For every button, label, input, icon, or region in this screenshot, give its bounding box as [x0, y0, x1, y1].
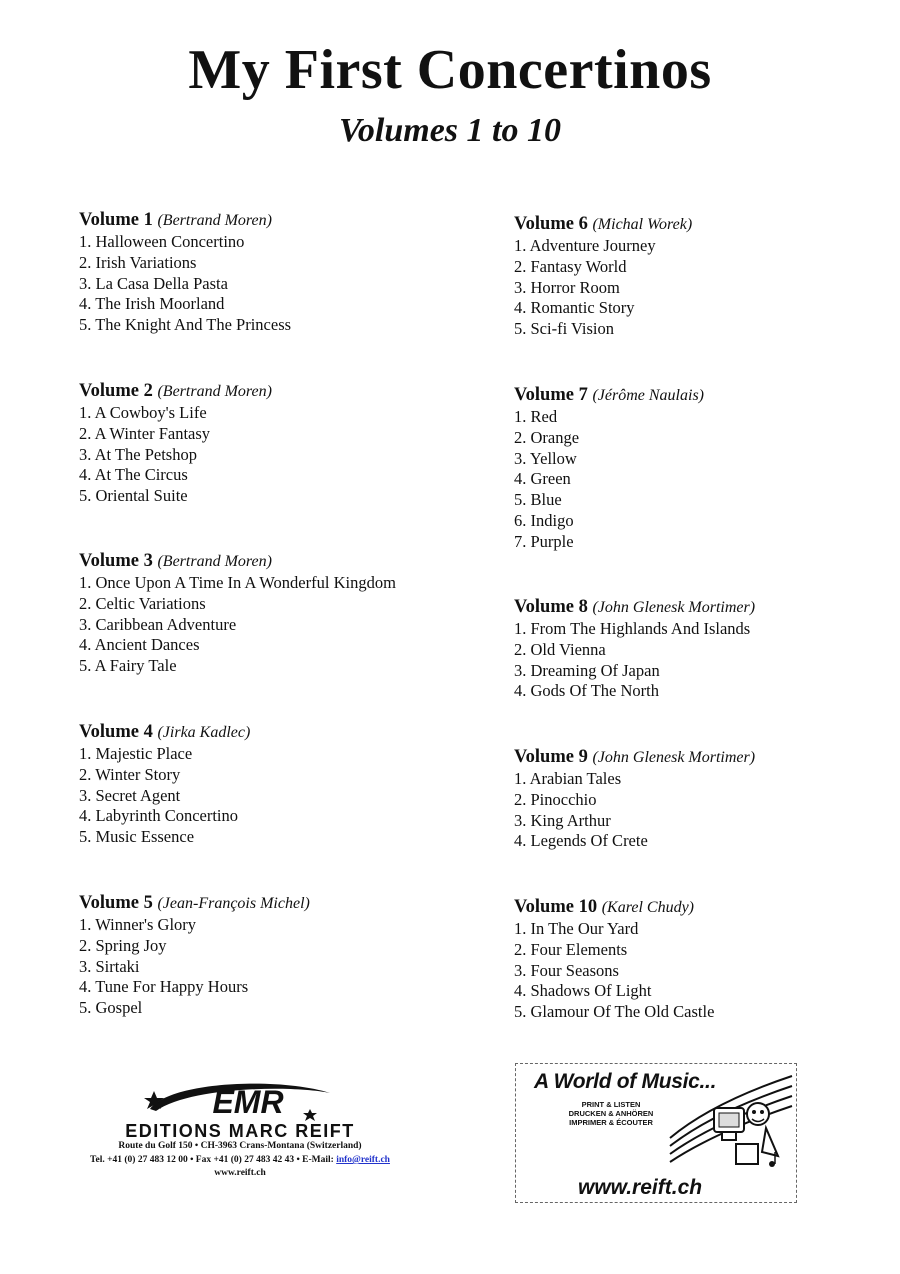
volume-heading [79, 550, 489, 573]
volume-block [79, 209, 489, 336]
track-item: 2. Old Vienna [514, 639, 606, 659]
track-item: 2. Celtic Variations [79, 593, 206, 613]
track-item: 4. Tune For Happy Hours [79, 977, 249, 997]
promo-website[interactable]: www.reift.ch [578, 1176, 703, 1199]
volume-block [79, 380, 489, 507]
track-item: 4. Green [514, 469, 571, 489]
track-item: 1. Majestic Place [79, 744, 193, 763]
promo-lines [546, 1100, 676, 1127]
contact-numbers: Tel. +41 (0) 27 483 12 00 • Fax +41 (0) 27 483 42 43 • E-Mail: [90, 1155, 337, 1165]
track-item: 5. Gospel [79, 998, 143, 1018]
track-item: 4. Romantic Story [514, 298, 635, 318]
track-item: 5. Glamour Of The Old Castle [514, 1002, 715, 1022]
track-item: 1. Adventure Journey [514, 236, 656, 255]
track-item: 2. Four Elements [514, 939, 628, 959]
volume-block [514, 384, 900, 553]
volume-author: (John Glenesk Mortimer) [592, 749, 756, 766]
publisher-address: Route du Golf 150 • CH-3963 Crans-Montana (Switzerland) [118, 1141, 362, 1151]
track-item: 2. Orange [514, 427, 580, 447]
track-item: 1. From The Highlands And Islands [514, 619, 751, 638]
volume-author: (Jirka Kadlec) [157, 724, 251, 741]
track-item: 4. Gods Of The North [514, 681, 659, 701]
track-item: 4. Shadows Of Light [514, 981, 652, 1001]
volume-heading [514, 746, 900, 769]
track-item: 5. Blue [514, 490, 562, 510]
track-item: 1. Once Upon A Time In A Wonderful Kingdom [79, 573, 396, 592]
page-title: My First Concertinos [188, 39, 712, 101]
track-item: 1. Red [514, 407, 558, 426]
volume-author: (Karel Chudy) [601, 899, 694, 916]
track-item: 3. Secret Agent [79, 785, 181, 805]
volume-name: Volume 8 [514, 597, 588, 617]
volume-author: (Bertrand Moren) [157, 383, 272, 400]
track-item: 2. Spring Joy [79, 935, 167, 955]
emr-logo [130, 1075, 340, 1125]
volume-author: (Michal Worek) [592, 216, 693, 233]
volume-heading [79, 209, 489, 232]
volume-author: (Jean-François Michel) [157, 895, 310, 912]
promo-title: A World of Music... [534, 1070, 717, 1093]
publisher-block [30, 1075, 450, 1185]
volume-name: Volume 5 [79, 893, 153, 913]
volume-author: (John Glenesk Mortimer) [592, 599, 756, 616]
track-item: 3. Yellow [514, 448, 577, 468]
track-item: 7. Purple [514, 531, 574, 551]
publisher-website[interactable]: www.reift.ch [214, 1168, 266, 1178]
volume-block [514, 213, 900, 340]
track-item: 4. Ancient Dances [79, 635, 200, 655]
cartoon-computer-icon [666, 1068, 794, 1178]
volume-author: (Jérôme Naulais) [592, 387, 704, 404]
track-item: 1. A Cowboy's Life [79, 403, 207, 422]
volume-name: Volume 6 [514, 214, 588, 234]
promo-line: PRINT & LISTEN [581, 1100, 641, 1109]
volume-block [514, 896, 900, 1023]
volume-name: Volume 4 [79, 722, 153, 742]
track-item: 5. Music Essence [79, 827, 195, 847]
track-item: 3. King Arthur [514, 810, 611, 830]
volume-name: Volume 9 [514, 747, 588, 767]
track-item: 2. Irish Variations [79, 252, 197, 272]
track-item: 4. Labyrinth Concertino [79, 806, 239, 826]
track-item: 3. Four Seasons [514, 960, 619, 980]
volume-name: Volume 10 [514, 897, 598, 917]
track-item: 4. Legends Of Crete [514, 831, 648, 851]
track-item: 3. Horror Room [514, 277, 620, 297]
volume-name: Volume 7 [514, 385, 588, 405]
track-item: 5. Sci-fi Vision [514, 319, 614, 339]
track-item: 3. Sirtaki [79, 956, 140, 976]
track-item: 1. In The Our Yard [514, 919, 639, 938]
volume-block [514, 746, 900, 852]
track-item: 4. The Irish Moorland [79, 294, 225, 314]
volume-heading [514, 213, 900, 236]
track-item: 3. At The Petshop [79, 444, 197, 464]
track-item: 1. Halloween Concertino [79, 232, 245, 251]
volume-block [79, 892, 489, 1019]
publisher-name: EDITIONS MARC REIFT [125, 1121, 355, 1141]
volume-heading [514, 896, 900, 919]
track-item: 3. La Casa Della Pasta [79, 273, 228, 293]
volume-heading [79, 380, 489, 403]
track-item: 5. Oriental Suite [79, 486, 188, 506]
volume-author: (Bertrand Moren) [157, 212, 272, 229]
track-item: 2. Fantasy World [514, 256, 627, 276]
track-item: 4. At The Circus [79, 465, 188, 485]
volume-heading [514, 596, 900, 619]
track-item: 2. A Winter Fantasy [79, 423, 211, 443]
world-of-music-box [515, 1063, 797, 1203]
email-link[interactable]: info@reift.ch [336, 1155, 390, 1165]
track-item: 5. A Fairy Tale [79, 656, 177, 676]
promo-line: IMPRIMER & ÉCOUTER [569, 1118, 653, 1127]
track-item: 2. Pinocchio [514, 789, 597, 809]
volume-name: Volume 2 [79, 381, 153, 401]
track-item: 2. Winter Story [79, 764, 181, 784]
track-item: 3. Dreaming Of Japan [514, 660, 660, 680]
page-subtitle: Volumes 1 to 10 [339, 112, 561, 149]
track-item: 1. Winner's Glory [79, 915, 197, 934]
volume-block [79, 721, 489, 848]
volume-block [79, 550, 489, 677]
volume-author: (Bertrand Moren) [157, 553, 272, 570]
svg-text:EMR: EMR [212, 1084, 284, 1120]
promo-line: DRUCKEN & ANHÖREN [568, 1109, 654, 1118]
volume-heading [514, 384, 900, 407]
track-item: 1. Arabian Tales [514, 769, 622, 788]
track-item: 5. The Knight And The Princess [79, 315, 292, 335]
volume-name: Volume 3 [79, 551, 153, 571]
volume-name: Volume 1 [79, 210, 153, 230]
volume-heading [79, 892, 489, 915]
volume-heading [79, 721, 489, 744]
track-item: 3. Caribbean Adventure [79, 614, 237, 634]
publisher-contact [30, 1155, 450, 1166]
track-item: 6. Indigo [514, 510, 574, 530]
volume-block [514, 596, 900, 702]
